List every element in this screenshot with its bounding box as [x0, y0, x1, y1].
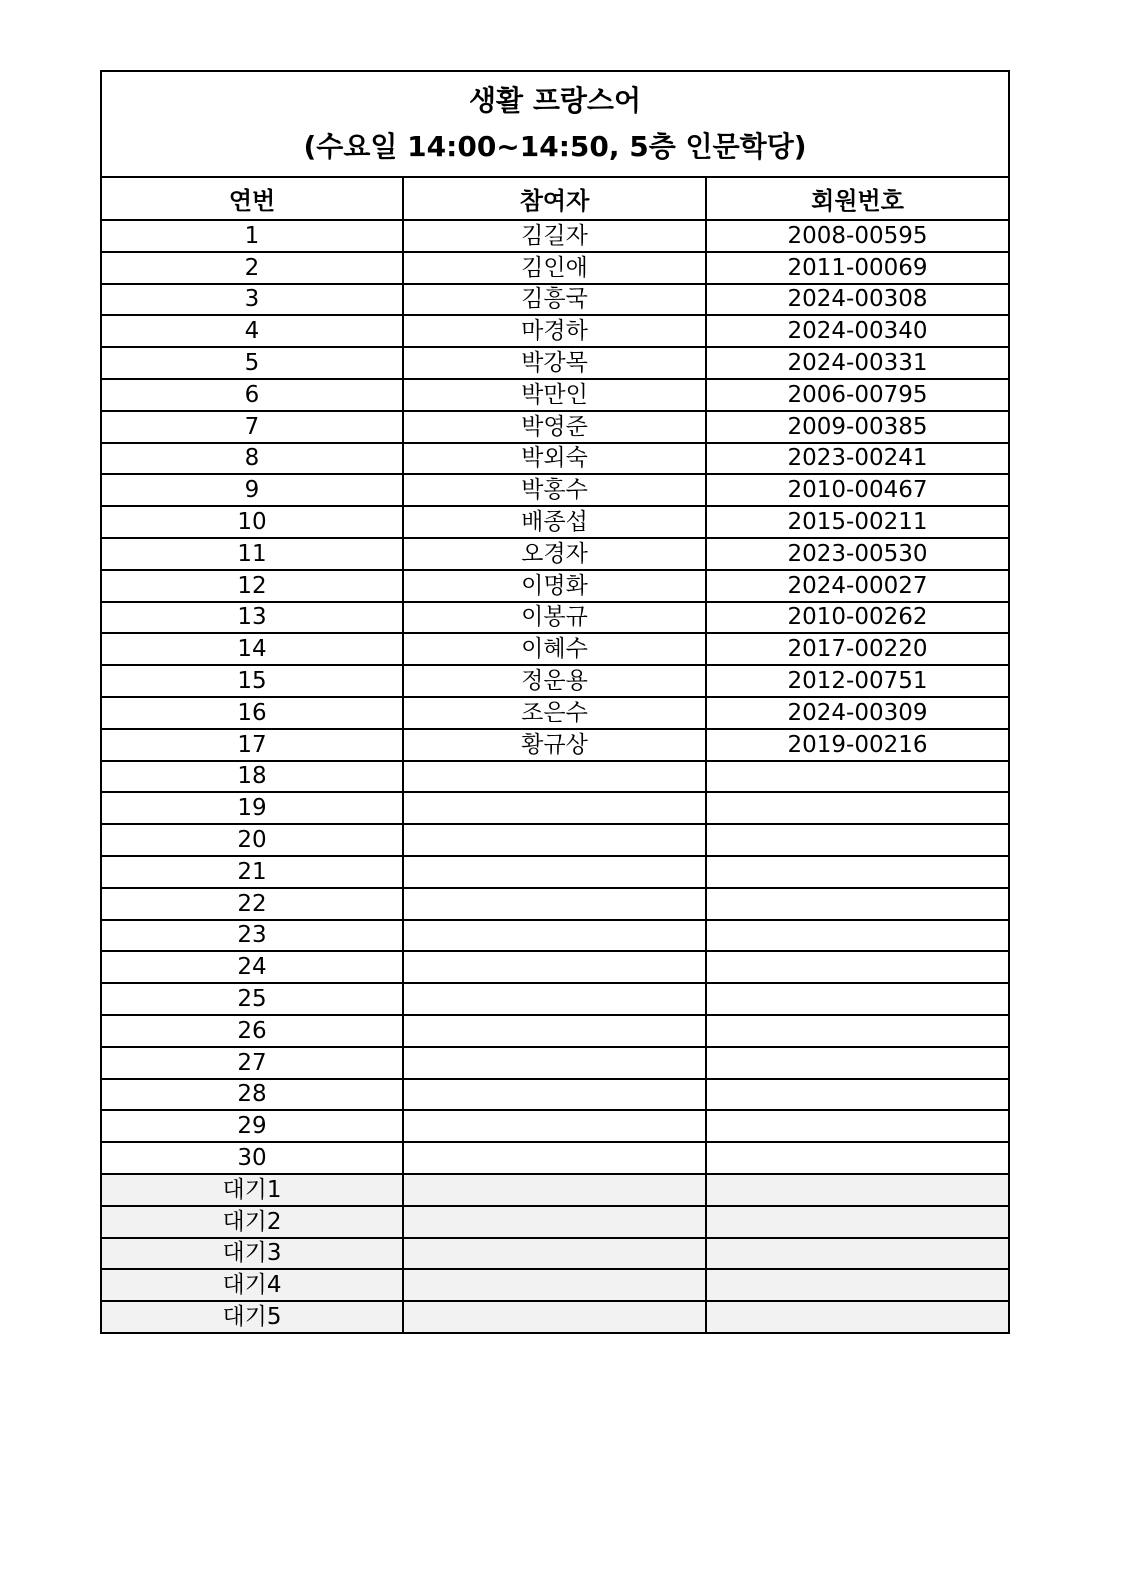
cell-member-id: 2024-00309	[706, 697, 1009, 729]
cell-no: 20	[101, 824, 403, 856]
cell-member-id	[706, 824, 1009, 856]
cell-member-id	[706, 761, 1009, 793]
cell-name: 이명화	[403, 570, 706, 602]
table-row	[101, 443, 1009, 475]
cell-no: 4	[101, 315, 403, 347]
cell-no: 대기4	[101, 1269, 403, 1301]
waiting-row	[101, 1238, 1009, 1270]
table-row	[101, 347, 1009, 379]
table-row	[101, 983, 1009, 1015]
cell-no: 대기3	[101, 1238, 403, 1270]
table-body	[101, 220, 1009, 1333]
cell-name: 오경자	[403, 538, 706, 570]
cell-name	[403, 1110, 706, 1142]
cell-no: 13	[101, 602, 403, 634]
cell-no: 28	[101, 1079, 403, 1111]
cell-name	[403, 1174, 706, 1206]
cell-name	[403, 856, 706, 888]
cell-member-id: 2012-00751	[706, 665, 1009, 697]
title-line-2: (수요일 14:00~14:50, 5층 인문학당)	[303, 130, 807, 163]
header-no: 연번	[101, 177, 403, 220]
cell-member-id: 2006-00795	[706, 379, 1009, 411]
table-row	[101, 474, 1009, 506]
cell-member-id	[706, 1269, 1009, 1301]
cell-member-id	[706, 1047, 1009, 1079]
cell-member-id: 2017-00220	[706, 633, 1009, 665]
cell-member-id: 2024-00340	[706, 315, 1009, 347]
cell-name: 조은수	[403, 697, 706, 729]
header-name: 참여자	[403, 177, 706, 220]
cell-name: 박영준	[403, 411, 706, 443]
cell-member-id	[706, 792, 1009, 824]
cell-no: 16	[101, 697, 403, 729]
cell-member-id: 2015-00211	[706, 506, 1009, 538]
title-line-1: 생활 프랑스어	[468, 84, 642, 117]
header-row	[101, 177, 1009, 220]
cell-name	[403, 920, 706, 952]
cell-member-id: 2008-00595	[706, 220, 1009, 252]
header-member-id: 회원번호	[706, 177, 1009, 220]
cell-no: 30	[101, 1142, 403, 1174]
cell-no: 10	[101, 506, 403, 538]
table-row	[101, 220, 1009, 252]
cell-member-id	[706, 983, 1009, 1015]
waiting-row	[101, 1269, 1009, 1301]
table-row	[101, 697, 1009, 729]
cell-name	[403, 761, 706, 793]
table-row	[101, 284, 1009, 316]
table-row	[101, 665, 1009, 697]
table-row	[101, 570, 1009, 602]
cell-name: 김인애	[403, 252, 706, 284]
cell-name: 박강목	[403, 347, 706, 379]
cell-member-id	[706, 888, 1009, 920]
cell-no: 29	[101, 1110, 403, 1142]
cell-no: 14	[101, 633, 403, 665]
cell-name	[403, 983, 706, 1015]
cell-name	[403, 792, 706, 824]
cell-no: 7	[101, 411, 403, 443]
cell-member-id	[706, 1238, 1009, 1270]
table-row	[101, 1110, 1009, 1142]
cell-name	[403, 1142, 706, 1174]
table-row	[101, 856, 1009, 888]
cell-no: 21	[101, 856, 403, 888]
cell-name: 박홍수	[403, 474, 706, 506]
cell-name	[403, 1015, 706, 1047]
cell-member-id	[706, 1079, 1009, 1111]
cell-name	[403, 824, 706, 856]
cell-name	[403, 1301, 706, 1333]
table-row	[101, 729, 1009, 761]
table-row	[101, 633, 1009, 665]
table-row	[101, 888, 1009, 920]
cell-member-id: 2024-00027	[706, 570, 1009, 602]
cell-member-id	[706, 920, 1009, 952]
cell-member-id	[706, 951, 1009, 983]
cell-no: 대기5	[101, 1301, 403, 1333]
cell-no: 18	[101, 761, 403, 793]
cell-no: 22	[101, 888, 403, 920]
sheet-title	[101, 71, 1009, 177]
cell-no: 17	[101, 729, 403, 761]
cell-member-id	[706, 1206, 1009, 1238]
cell-name: 박외숙	[403, 443, 706, 475]
cell-member-id: 2024-00308	[706, 284, 1009, 316]
cell-name: 박만인	[403, 379, 706, 411]
cell-no: 25	[101, 983, 403, 1015]
attendance-sheet	[100, 70, 1008, 1334]
cell-member-id: 2010-00467	[706, 474, 1009, 506]
table-row	[101, 506, 1009, 538]
title-row	[101, 71, 1009, 177]
cell-member-id	[706, 1110, 1009, 1142]
cell-name	[403, 1269, 706, 1301]
table-row	[101, 761, 1009, 793]
cell-no: 27	[101, 1047, 403, 1079]
cell-no: 11	[101, 538, 403, 570]
cell-member-id: 2023-00530	[706, 538, 1009, 570]
cell-name: 황규상	[403, 729, 706, 761]
table-row	[101, 602, 1009, 634]
cell-name	[403, 951, 706, 983]
cell-name	[403, 1047, 706, 1079]
cell-name	[403, 1079, 706, 1111]
cell-no: 2	[101, 252, 403, 284]
table-row	[101, 792, 1009, 824]
cell-no: 1	[101, 220, 403, 252]
cell-member-id	[706, 1301, 1009, 1333]
cell-name	[403, 1206, 706, 1238]
cell-member-id	[706, 856, 1009, 888]
table-row	[101, 824, 1009, 856]
cell-member-id	[706, 1015, 1009, 1047]
cell-member-id	[706, 1142, 1009, 1174]
cell-member-id: 2019-00216	[706, 729, 1009, 761]
cell-name: 김흥국	[403, 284, 706, 316]
table-row	[101, 1015, 1009, 1047]
cell-no: 대기2	[101, 1206, 403, 1238]
cell-no: 23	[101, 920, 403, 952]
cell-no: 9	[101, 474, 403, 506]
waiting-row	[101, 1206, 1009, 1238]
cell-name	[403, 1238, 706, 1270]
table-row	[101, 538, 1009, 570]
cell-no: 6	[101, 379, 403, 411]
table-row	[101, 1142, 1009, 1174]
cell-no: 12	[101, 570, 403, 602]
cell-no: 대기1	[101, 1174, 403, 1206]
cell-name	[403, 888, 706, 920]
waiting-row	[101, 1174, 1009, 1206]
cell-no: 24	[101, 951, 403, 983]
cell-member-id: 2024-00331	[706, 347, 1009, 379]
cell-name: 이봉규	[403, 602, 706, 634]
cell-no: 19	[101, 792, 403, 824]
table-row	[101, 1079, 1009, 1111]
table-row	[101, 1047, 1009, 1079]
cell-name: 이혜수	[403, 633, 706, 665]
cell-no: 26	[101, 1015, 403, 1047]
table-row	[101, 379, 1009, 411]
cell-member-id: 2010-00262	[706, 602, 1009, 634]
cell-member-id: 2009-00385	[706, 411, 1009, 443]
cell-name: 배종섭	[403, 506, 706, 538]
cell-no: 3	[101, 284, 403, 316]
cell-member-id	[706, 1174, 1009, 1206]
cell-no: 15	[101, 665, 403, 697]
waiting-row	[101, 1301, 1009, 1333]
table-row	[101, 411, 1009, 443]
participant-table	[100, 70, 1010, 1334]
cell-no: 5	[101, 347, 403, 379]
table-row	[101, 315, 1009, 347]
cell-name: 마경하	[403, 315, 706, 347]
table-row	[101, 252, 1009, 284]
cell-name: 정운용	[403, 665, 706, 697]
cell-no: 8	[101, 443, 403, 475]
cell-member-id: 2023-00241	[706, 443, 1009, 475]
cell-member-id: 2011-00069	[706, 252, 1009, 284]
table-row	[101, 920, 1009, 952]
table-row	[101, 951, 1009, 983]
cell-name: 김길자	[403, 220, 706, 252]
